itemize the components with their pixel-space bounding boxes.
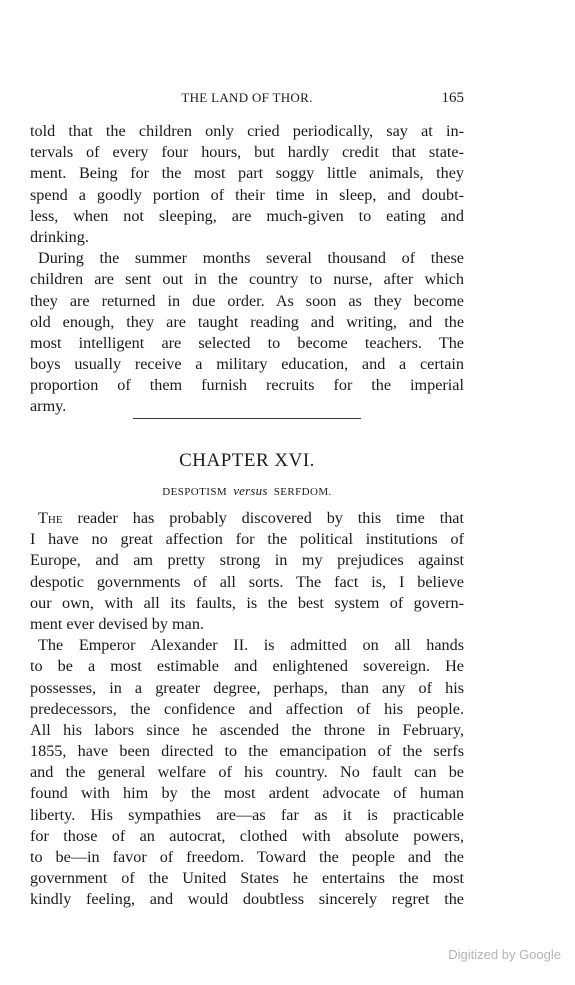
section-divider: [133, 418, 361, 419]
running-header: [30, 90, 464, 112]
text-line: to be a most estimable and enlightened sovereign. He: [30, 657, 464, 676]
text-line: tervals of every four hours, but hardly credit that state-: [30, 143, 464, 162]
text-line: our own, with all its faults, is the best system of govern-: [30, 593, 464, 612]
text-line: liberty. His sympathies are—as far as it is practicable: [30, 805, 464, 824]
text-line: drinking.: [30, 227, 89, 246]
text-line: government of the United States he entertains the most: [30, 869, 464, 888]
text-line: ment. Being for the most part soggy little animals, they: [30, 164, 464, 183]
digitized-watermark: Digitized by Google: [448, 947, 561, 962]
text-line: they are returned in due order. As soon as they become: [30, 291, 464, 310]
paragraph-block-2: [30, 508, 464, 911]
text-line: army.: [30, 397, 67, 416]
text-line: spend a goodly portion of their time in sleep, and doubt-: [30, 185, 464, 204]
text-line: ment ever devised by man.: [30, 614, 204, 633]
text-line: predecessors, the confidence and affection of his people.: [30, 699, 464, 718]
text-line: During the summer months several thousand of these: [38, 249, 464, 268]
text-line: most intelligent are selected to become teachers. The: [30, 333, 464, 352]
page-number: 165: [441, 90, 464, 106]
subtitle-before: DESPOTISM: [162, 486, 228, 498]
paragraph-block-1: [30, 121, 464, 418]
text-line: Europe, and am pretty strong in my prejudices against: [30, 551, 464, 570]
text-line: I have no great affection for the political institutions of: [30, 530, 464, 549]
subtitle-after: SERFDOM.: [273, 486, 332, 498]
text-line: despotic governments of all sorts. The fact is, I believe: [30, 572, 464, 591]
text-line: [30, 508, 464, 529]
text-line: proportion of them furnish recruits for the imperial: [30, 376, 464, 395]
text-line: told that the children only cried periodically, say at in-: [30, 122, 464, 140]
text-line: The Emperor Alexander II. is admitted on all hands: [38, 636, 464, 655]
text-line: old enough, they are taught reading and writing, and the: [30, 312, 464, 331]
chapter-subtitle: [30, 483, 464, 499]
text-line: boys usually receive a military education, and a certain: [30, 355, 464, 374]
text-line: to be—in favor of freedom. Toward the people and the: [30, 848, 464, 866]
opening-line-rest: reader has probably discovered by this time that: [62, 509, 464, 527]
subtitle-italic: versus: [233, 483, 268, 498]
opening-word: The: [38, 509, 63, 527]
chapter-title: CHAPTER XVI.: [179, 450, 315, 471]
text-line: 1855, have been directed to the emancipation of the serfs: [30, 742, 464, 761]
text-line: possesses, in a greater degree, perhaps, than any of his: [30, 678, 464, 697]
text-line: less, when not sleeping, are much-given to eating and: [30, 206, 464, 225]
text-line: children are sent out in the country to nurse, after which: [30, 270, 464, 289]
text-line: kindly feeling, and would doubtless sincerely regret the: [30, 890, 464, 909]
text-line: found with him by the most ardent advocate of human: [30, 784, 464, 803]
text-line: and the general welfare of his country. No fault can be: [30, 763, 464, 782]
running-title: THE LAND OF THOR.: [181, 90, 313, 105]
text-line: for those of an autocrat, clothed with absolute powers,: [30, 826, 464, 845]
text-line: All his labors since he ascended the throne in February,: [30, 720, 464, 739]
